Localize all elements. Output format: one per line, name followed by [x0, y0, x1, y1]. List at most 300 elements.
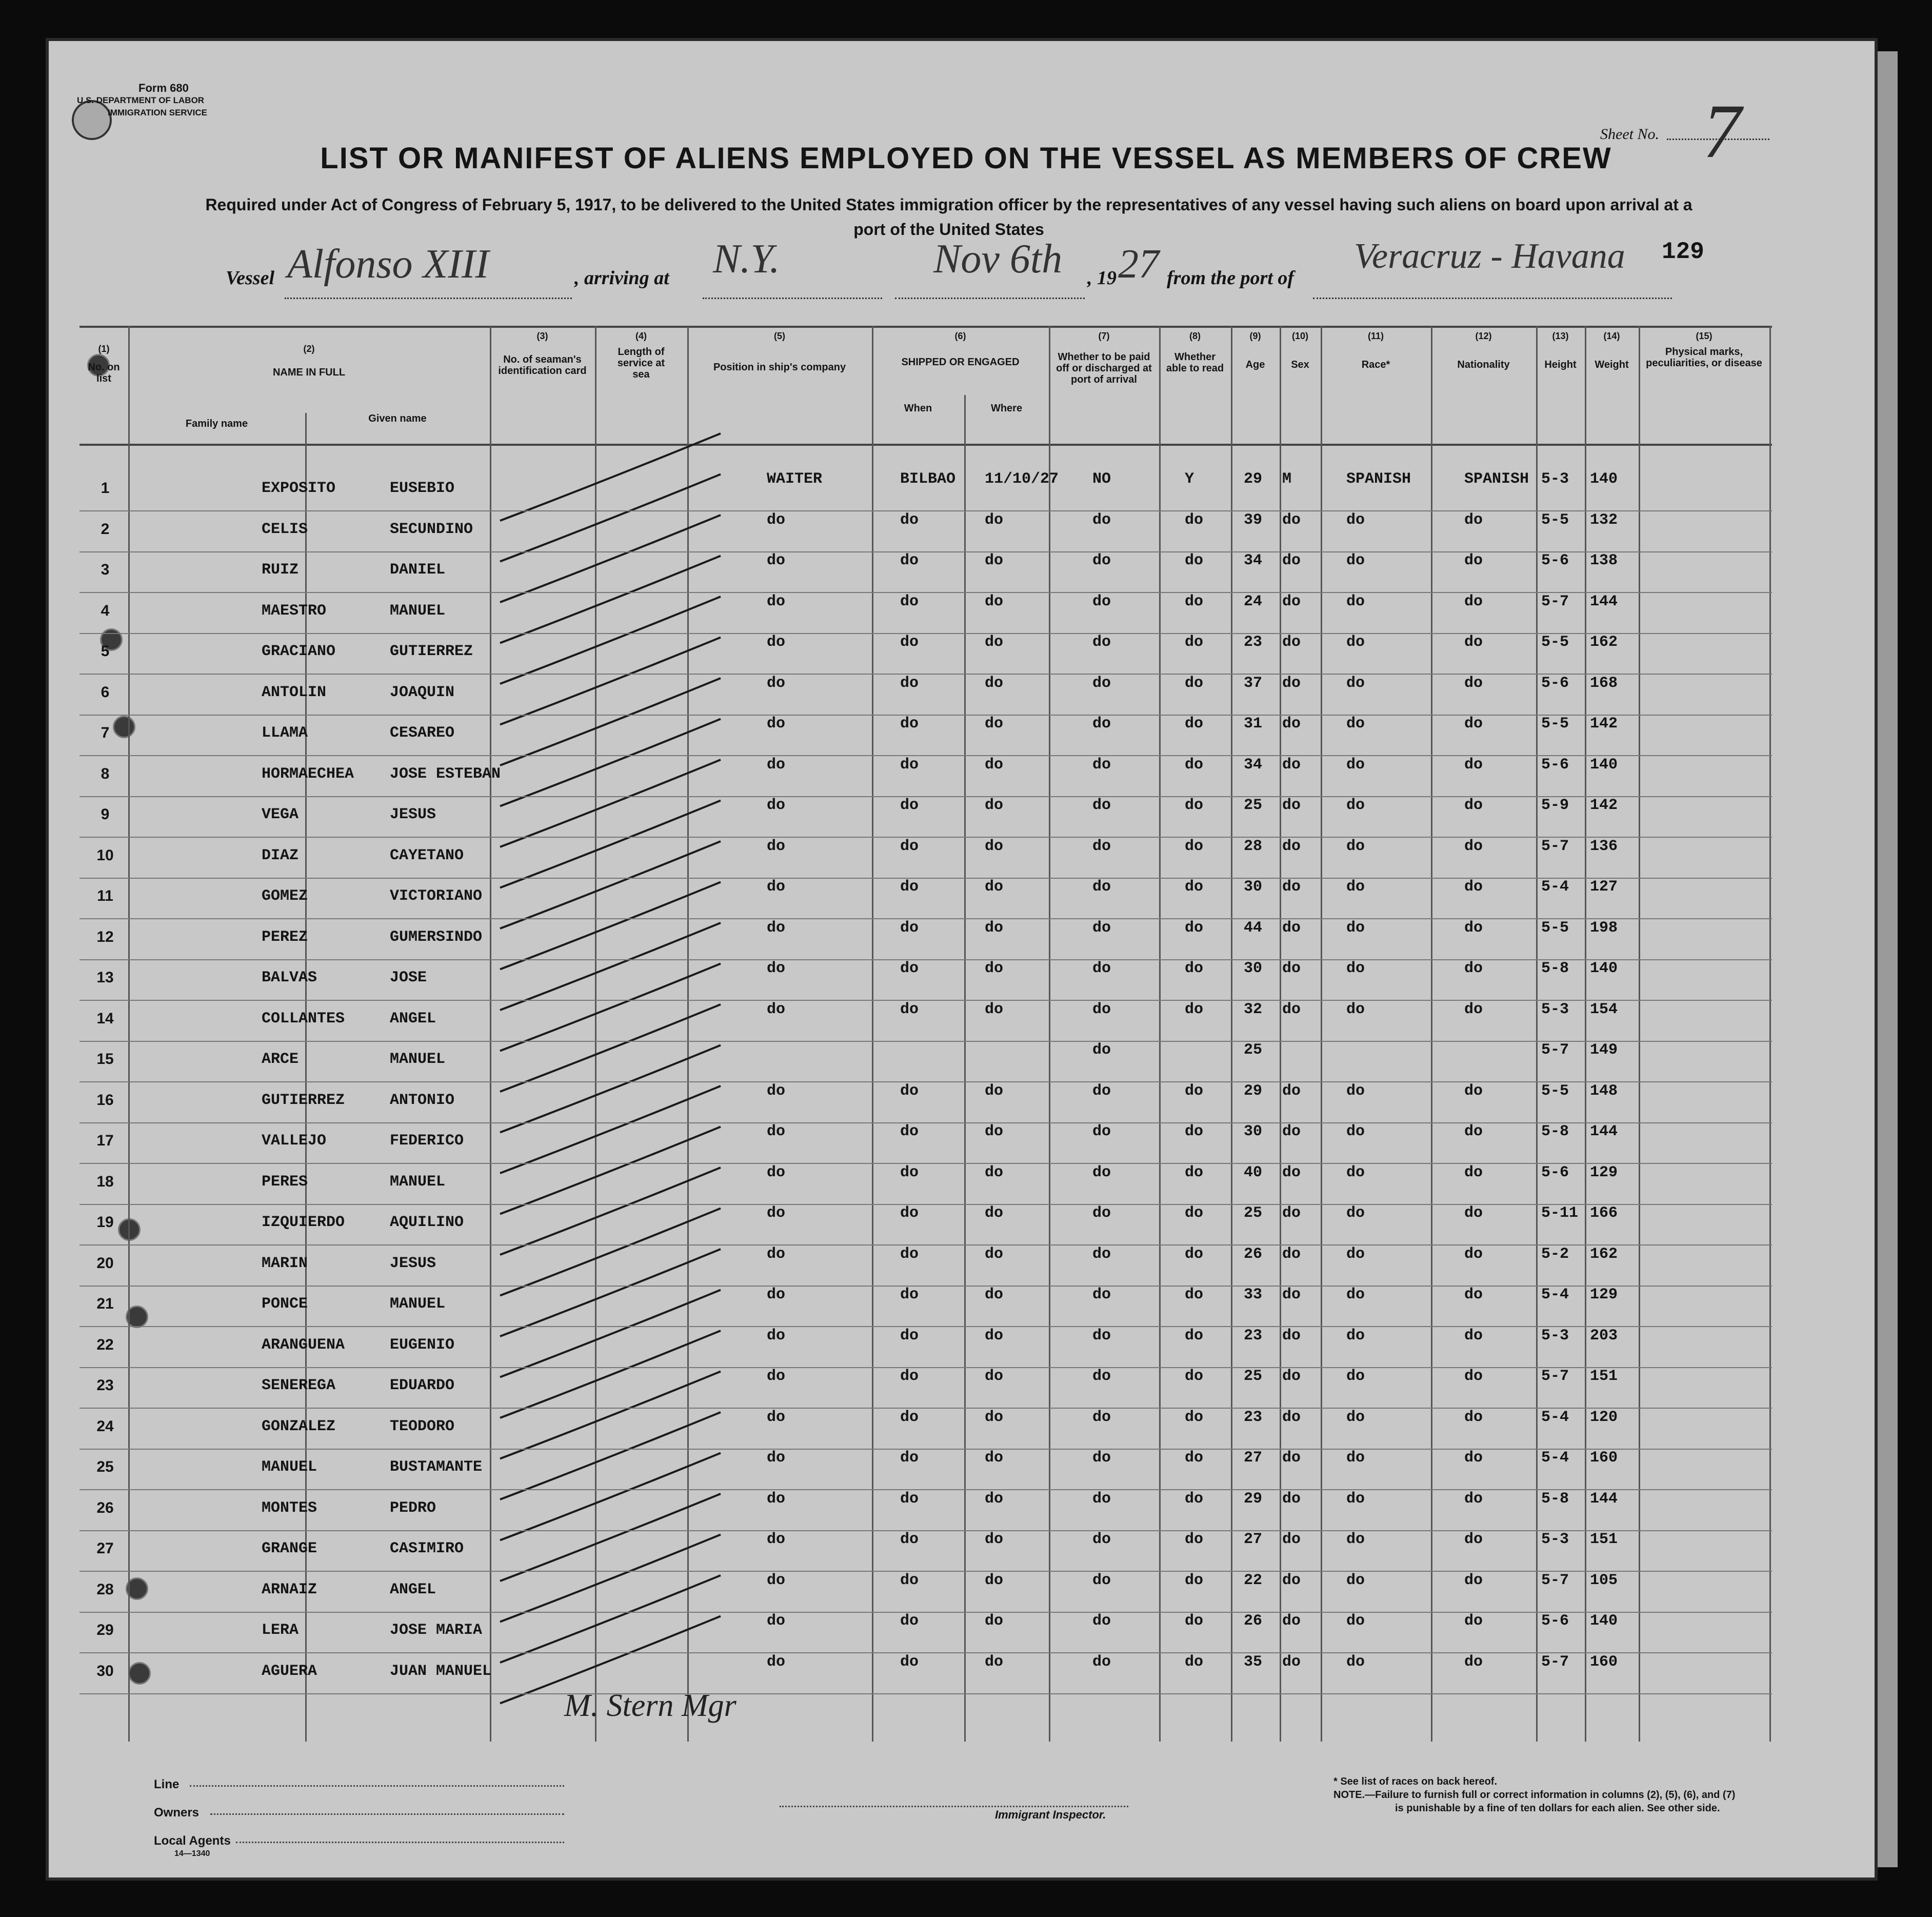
- row-number: 23: [96, 1377, 114, 1394]
- age-cell: 34: [1244, 552, 1263, 569]
- inspector-signature-line: [780, 1806, 1128, 1807]
- family-name-cell: HORMAECHEA: [262, 765, 354, 783]
- shipped-where-cell: do: [985, 1327, 1004, 1345]
- position-cell: do: [767, 715, 786, 733]
- family-name-cell: LERA: [262, 1622, 299, 1639]
- nationality-cell: do: [1464, 1408, 1483, 1426]
- col-divider: [1049, 326, 1050, 1742]
- shipped-when-cell: do: [900, 1082, 919, 1100]
- shipped-when-cell: do: [900, 1653, 919, 1671]
- card-pencil-stroke: [500, 1494, 721, 1581]
- header-given-name: Given name: [368, 413, 427, 424]
- nationality-cell: do: [1464, 1123, 1483, 1140]
- card-pencil-stroke: [500, 1127, 721, 1214]
- position-cell: do: [767, 1612, 786, 1630]
- shipped-when-cell: do: [900, 960, 919, 977]
- sex-cell: M: [1282, 470, 1292, 488]
- nationality-cell: do: [1464, 1000, 1483, 1018]
- given-name-cell: MANUEL: [390, 602, 446, 620]
- race-cell: do: [1346, 1368, 1365, 1385]
- paid-off-cell: do: [1092, 1408, 1111, 1426]
- position-cell: do: [767, 1204, 786, 1222]
- row-rule: [79, 1408, 1772, 1409]
- sex-cell: do: [1282, 1531, 1301, 1548]
- age-cell: 29: [1244, 1082, 1263, 1100]
- nationality-cell: do: [1464, 919, 1483, 937]
- note-penalty-cont: is punishable by a fine of ten dollars for each alien. See other side.: [1395, 1803, 1720, 1814]
- col-number-1: (1): [98, 344, 110, 354]
- family-name-cell: VEGA: [262, 806, 299, 823]
- row-number: 1: [101, 480, 110, 497]
- row-number: 24: [96, 1417, 114, 1435]
- sex-cell: do: [1282, 1490, 1301, 1508]
- nationality-cell: do: [1464, 1612, 1483, 1630]
- sex-cell: do: [1282, 960, 1301, 977]
- row-number: 12: [96, 928, 114, 945]
- inspector-label: Immigrant Inspector.: [995, 1808, 1106, 1821]
- col-divider: [964, 395, 966, 1742]
- height-cell: 5-5: [1541, 1082, 1569, 1100]
- age-cell: 25: [1244, 1204, 1263, 1222]
- shipped-where-cell: do: [985, 1490, 1004, 1508]
- able-to-read-cell: do: [1185, 1000, 1204, 1018]
- document-subtitle: [121, 192, 1777, 242]
- age-cell: 23: [1244, 634, 1263, 651]
- height-cell: 5-5: [1541, 511, 1569, 529]
- weight-cell: 144: [1590, 592, 1618, 610]
- shipped-where-cell: do: [985, 1571, 1004, 1589]
- given-name-cell: MANUEL: [390, 1173, 446, 1191]
- family-name-cell: GRANGE: [262, 1540, 317, 1557]
- age-cell: 30: [1244, 1123, 1263, 1140]
- row-number: 30: [96, 1662, 114, 1679]
- weight-cell: 105: [1590, 1571, 1618, 1589]
- shipped-when-cell: do: [900, 1245, 919, 1263]
- col-number-8: (8): [1189, 331, 1201, 341]
- card-pencil-stroke: [500, 515, 721, 602]
- race-cell: do: [1346, 715, 1365, 733]
- weight-cell: 129: [1590, 1286, 1618, 1303]
- nationality-cell: do: [1464, 1571, 1483, 1589]
- date-line: [895, 298, 1085, 299]
- given-name-cell: JESUS: [390, 806, 436, 823]
- weight-cell: 154: [1590, 1000, 1618, 1018]
- card-pencil-stroke: [500, 964, 721, 1051]
- vessel-line: [285, 298, 572, 299]
- header-shipped-engaged: SHIPPED OR ENGAGED: [901, 357, 1020, 368]
- row-number: 6: [101, 683, 110, 701]
- subtitle-line-1: Required under Act of Congress of February 5, 1917, to be delivered to the United States immigration officer by the representatives of any vessel having such aliens on board upon arrival at a: [205, 195, 1692, 214]
- able-to-read-cell: do: [1185, 1612, 1204, 1630]
- age-cell: 44: [1244, 919, 1263, 937]
- shipped-where-cell: do: [985, 878, 1004, 896]
- row-rule: [79, 1286, 1772, 1287]
- header-when: When: [904, 403, 932, 414]
- sex-cell: do: [1282, 592, 1301, 610]
- footer-form-code: 14—1340: [174, 1849, 210, 1858]
- row-number: 21: [96, 1295, 114, 1312]
- shipped-when-cell: do: [900, 1163, 919, 1181]
- col-number-2: (2): [303, 344, 315, 354]
- race-cell: do: [1346, 1571, 1365, 1589]
- sex-cell: do: [1282, 1612, 1301, 1630]
- age-cell: 29: [1244, 470, 1263, 488]
- row-number: 14: [96, 1010, 114, 1027]
- nationality-cell: do: [1464, 1286, 1483, 1303]
- shipped-where-cell: do: [985, 960, 1004, 977]
- position-cell: do: [767, 552, 786, 569]
- sex-cell: do: [1282, 1653, 1301, 1671]
- height-cell: 5-7: [1541, 1041, 1569, 1059]
- paid-off-cell: do: [1092, 715, 1111, 733]
- header-no-on-list: No. on list: [88, 362, 120, 384]
- race-cell: do: [1346, 756, 1365, 774]
- shipped-when-cell: do: [900, 634, 919, 651]
- able-to-read-cell: Y: [1185, 470, 1194, 488]
- card-pencil-stroke: [500, 1331, 721, 1418]
- shipped-where-cell: do: [985, 797, 1004, 814]
- shipped-where-cell: do: [985, 715, 1004, 733]
- nationality-cell: do: [1464, 837, 1483, 855]
- paid-off-cell: do: [1092, 1204, 1111, 1222]
- able-to-read-cell: do: [1185, 1408, 1204, 1426]
- shipped-when-cell: do: [900, 674, 919, 692]
- age-cell: 29: [1244, 1490, 1263, 1508]
- row-rule: [79, 755, 1772, 756]
- height-cell: 5-2: [1541, 1245, 1569, 1263]
- header-paid-off: Whether to be paid off or discharged at port of arrival: [1056, 351, 1152, 385]
- weight-cell: 160: [1590, 1449, 1618, 1467]
- given-name-cell: GUTIERREZ: [390, 643, 473, 660]
- year-label: , 19: [1087, 267, 1117, 289]
- weight-cell: 132: [1590, 511, 1618, 529]
- family-name-cell: MARIN: [262, 1254, 308, 1272]
- given-name-cell: JOSE MARIA: [390, 1622, 483, 1639]
- height-cell: 5-7: [1541, 592, 1569, 610]
- given-name-cell: GUMERSINDO: [390, 928, 483, 946]
- sheet-number-label: Sheet No.: [1600, 126, 1659, 143]
- shipped-when-cell: do: [900, 797, 919, 814]
- family-name-cell: SENEREGA: [262, 1377, 336, 1394]
- shipped-when-cell: do: [900, 1612, 919, 1630]
- weight-cell: 142: [1590, 797, 1618, 814]
- age-cell: 24: [1244, 592, 1263, 610]
- shipped-when-cell: do: [900, 1490, 919, 1508]
- row-rule: [79, 1652, 1772, 1653]
- header-bottom-border: [79, 444, 1772, 446]
- paid-off-cell: do: [1092, 1245, 1111, 1263]
- col-number-11: (11): [1367, 331, 1384, 341]
- race-cell: do: [1346, 797, 1365, 814]
- nationality-cell: do: [1464, 674, 1483, 692]
- footer-line-label: Line: [154, 1777, 180, 1791]
- sex-cell: do: [1282, 1327, 1301, 1345]
- row-number: 19: [96, 1214, 114, 1231]
- shipped-when-cell: do: [900, 837, 919, 855]
- age-cell: 25: [1244, 1041, 1263, 1059]
- given-name-cell: PEDRO: [390, 1499, 436, 1517]
- position-cell: do: [767, 1571, 786, 1589]
- race-cell: do: [1346, 1653, 1365, 1671]
- sex-cell: do: [1282, 634, 1301, 651]
- family-name-cell: PERES: [262, 1173, 308, 1191]
- col-divider: [1280, 326, 1281, 1742]
- row-rule: [79, 1041, 1772, 1042]
- footer-line-field: [190, 1785, 564, 1787]
- position-cell: do: [767, 878, 786, 896]
- position-cell: do: [767, 1368, 786, 1385]
- sex-cell: do: [1282, 797, 1301, 814]
- nationality-cell: do: [1464, 552, 1483, 569]
- family-name-cell: RUIZ: [262, 561, 299, 579]
- nationality-cell: do: [1464, 592, 1483, 610]
- header-nationality: Nationality: [1457, 359, 1510, 370]
- race-cell: do: [1346, 1408, 1365, 1426]
- race-cell: do: [1346, 1163, 1365, 1181]
- shipped-when-cell: do: [900, 552, 919, 569]
- row-rule: [79, 592, 1772, 593]
- nationality-cell: do: [1464, 1449, 1483, 1467]
- position-cell: do: [767, 1000, 786, 1018]
- nationality-cell: do: [1464, 634, 1483, 651]
- row-rule: [79, 1693, 1772, 1694]
- arriving-value: N.Y.: [713, 236, 780, 282]
- shipped-when-cell: do: [900, 1286, 919, 1303]
- col-divider: [1321, 326, 1322, 1742]
- card-pencil-stroke: [500, 1535, 721, 1622]
- height-cell: 5-8: [1541, 960, 1569, 977]
- height-cell: 5-11: [1541, 1204, 1579, 1222]
- paid-off-cell: do: [1092, 1571, 1111, 1589]
- row-rule: [79, 1530, 1772, 1531]
- row-number: 15: [96, 1051, 114, 1068]
- row-rule: [79, 551, 1772, 552]
- nationality-cell: do: [1464, 1653, 1483, 1671]
- row-number: 17: [96, 1132, 114, 1149]
- shipped-when-cell: do: [900, 756, 919, 774]
- nationality-cell: do: [1464, 756, 1483, 774]
- paid-off-cell: do: [1092, 1490, 1111, 1508]
- col-number-3: (3): [536, 331, 548, 341]
- weight-cell: 140: [1590, 756, 1618, 774]
- weight-cell: 138: [1590, 552, 1618, 569]
- col-divider: [1159, 326, 1161, 1742]
- shipped-when-cell: do: [900, 1204, 919, 1222]
- height-cell: 5-4: [1541, 1449, 1569, 1467]
- family-name-cell: CELIS: [262, 520, 308, 538]
- vessel-value: Alfonso XIII: [287, 242, 489, 287]
- document-title: LIST OR MANIFEST OF ALIENS EMPLOYED ON THE VESSEL AS MEMBERS OF CREW: [320, 142, 1612, 175]
- race-cell: do: [1346, 511, 1365, 529]
- height-cell: 5-7: [1541, 1368, 1569, 1385]
- footer-owners-label: Owners: [154, 1806, 200, 1820]
- given-name-cell: ANTONIO: [390, 1091, 455, 1109]
- height-cell: 5-4: [1541, 1286, 1569, 1303]
- position-cell: do: [767, 674, 786, 692]
- row-number: 25: [96, 1458, 114, 1475]
- given-name-cell: EUSEBIO: [390, 480, 455, 497]
- sex-cell: do: [1282, 511, 1301, 529]
- row-number: 2: [101, 520, 110, 538]
- identification-card-strokes: [480, 341, 736, 1675]
- row-number: 27: [96, 1540, 114, 1557]
- shipped-when-cell: do: [900, 1449, 919, 1467]
- given-name-cell: MANUEL: [390, 1051, 446, 1068]
- header-sex: Sex: [1291, 359, 1309, 370]
- sex-cell: do: [1282, 1000, 1301, 1018]
- family-name-cell: GRACIANO: [262, 643, 336, 660]
- paid-off-cell: do: [1092, 1123, 1111, 1140]
- col-number-13: (13): [1552, 331, 1569, 341]
- position-cell: do: [767, 756, 786, 774]
- family-name-cell: GONZALEZ: [262, 1417, 336, 1435]
- nationality-cell: SPANISH: [1464, 470, 1529, 488]
- age-cell: 32: [1244, 1000, 1263, 1018]
- height-cell: 5-5: [1541, 634, 1569, 651]
- height-cell: 5-3: [1541, 1000, 1569, 1018]
- family-name-cell: GOMEZ: [262, 887, 308, 905]
- card-pencil-stroke: [500, 433, 721, 521]
- able-to-read-cell: do: [1185, 1286, 1204, 1303]
- age-cell: 31: [1244, 715, 1263, 733]
- col-number-9: (9): [1249, 331, 1261, 341]
- weight-cell: 160: [1590, 1653, 1618, 1671]
- col-divider: [1231, 326, 1232, 1742]
- position-cell: do: [767, 797, 786, 814]
- able-to-read-cell: do: [1185, 1490, 1204, 1508]
- sex-cell: do: [1282, 715, 1301, 733]
- family-name-cell: MONTES: [262, 1499, 317, 1517]
- card-pencil-stroke: [500, 1004, 721, 1092]
- nationality-cell: do: [1464, 715, 1483, 733]
- shipped-when-cell: BILBAO: [900, 470, 956, 488]
- paid-off-cell: do: [1092, 1612, 1111, 1630]
- paid-off-cell: do: [1092, 1653, 1111, 1671]
- given-name-cell: VICTORIANO: [390, 887, 483, 905]
- race-cell: do: [1346, 878, 1365, 896]
- shipped-where-cell: do: [985, 1000, 1004, 1018]
- card-pencil-stroke: [500, 1086, 721, 1173]
- sex-cell: do: [1282, 1245, 1301, 1263]
- position-cell: do: [767, 1531, 786, 1548]
- given-name-cell: SECUNDINO: [390, 520, 473, 538]
- race-cell: do: [1346, 837, 1365, 855]
- nationality-cell: do: [1464, 960, 1483, 977]
- row-rule: [79, 796, 1772, 797]
- form-number: Form 680: [138, 82, 189, 94]
- height-cell: 5-4: [1541, 878, 1569, 896]
- row-number: 13: [96, 969, 114, 986]
- card-pencil-stroke: [500, 678, 721, 765]
- height-cell: 5-3: [1541, 470, 1569, 488]
- row-number: 11: [97, 887, 113, 904]
- header-able-to-read: Whether able to read: [1166, 351, 1224, 374]
- height-cell: 5-6: [1541, 552, 1569, 569]
- col-divider: [1639, 326, 1640, 1742]
- nationality-cell: do: [1464, 797, 1483, 814]
- header-name-in-full: NAME IN FULL: [272, 367, 346, 378]
- nationality-cell: do: [1464, 511, 1483, 529]
- weight-cell: 140: [1590, 470, 1618, 488]
- height-cell: 5-6: [1541, 756, 1569, 774]
- sex-cell: do: [1282, 552, 1301, 569]
- given-name-cell: ANGEL: [390, 1010, 436, 1027]
- shipped-where-cell: do: [985, 1531, 1004, 1548]
- position-cell: do: [767, 1245, 786, 1263]
- height-cell: 5-5: [1541, 715, 1569, 733]
- age-cell: 37: [1244, 674, 1263, 692]
- able-to-read-cell: do: [1185, 634, 1204, 651]
- race-cell: do: [1346, 1123, 1365, 1140]
- col-divider: [128, 326, 130, 1742]
- row-rule: [79, 633, 1772, 634]
- col-divider: [1431, 326, 1432, 1742]
- shipped-when-cell: do: [900, 1327, 919, 1345]
- family-name-cell: COLLANTES: [262, 1010, 345, 1027]
- port-value: Veracruz - Havana: [1354, 236, 1625, 276]
- sex-cell: do: [1282, 1368, 1301, 1385]
- height-cell: 5-7: [1541, 1571, 1569, 1589]
- shipped-where-cell: do: [985, 634, 1004, 651]
- paid-off-cell: do: [1092, 1327, 1111, 1345]
- paid-off-cell: do: [1092, 511, 1111, 529]
- weight-cell: 168: [1590, 674, 1618, 692]
- row-number: 7: [101, 724, 110, 741]
- sex-cell: do: [1282, 837, 1301, 855]
- able-to-read-cell: do: [1185, 878, 1204, 896]
- height-cell: 5-8: [1541, 1490, 1569, 1508]
- given-name-cell: DANIEL: [390, 561, 446, 579]
- position-cell: do: [767, 1490, 786, 1508]
- given-name-cell: EDUARDO: [390, 1377, 455, 1394]
- sex-cell: do: [1282, 1286, 1301, 1303]
- nationality-cell: do: [1464, 1245, 1483, 1263]
- given-name-cell: CESAREO: [390, 724, 455, 742]
- shipped-where-cell: 11/10/27: [985, 470, 1059, 488]
- age-cell: 39: [1244, 511, 1263, 529]
- paid-off-cell: do: [1092, 756, 1111, 774]
- able-to-read-cell: do: [1185, 756, 1204, 774]
- family-name-cell: LLAMA: [262, 724, 308, 742]
- height-cell: 5-3: [1541, 1531, 1569, 1548]
- height-cell: 5-4: [1541, 1408, 1569, 1426]
- able-to-read-cell: do: [1185, 1327, 1204, 1345]
- row-rule: [79, 1449, 1772, 1450]
- row-number: 29: [96, 1622, 114, 1638]
- sex-cell: do: [1282, 1449, 1301, 1467]
- vessel-label: Vessel: [226, 267, 274, 289]
- family-name-cell: ARANGUENA: [262, 1336, 345, 1354]
- given-name-cell: JOAQUIN: [390, 683, 455, 701]
- footer-agents-field: [236, 1842, 564, 1843]
- row-rule: [79, 674, 1772, 675]
- height-cell: 5-7: [1541, 1653, 1569, 1671]
- given-name-cell: EUGENIO: [390, 1336, 455, 1354]
- shipped-where-cell: do: [985, 1245, 1004, 1263]
- row-rule: [79, 878, 1772, 879]
- age-cell: 23: [1244, 1408, 1263, 1426]
- weight-cell: 162: [1590, 1245, 1618, 1263]
- sex-cell: do: [1282, 674, 1301, 692]
- shipped-where-cell: do: [985, 1368, 1004, 1385]
- weight-cell: 198: [1590, 919, 1618, 937]
- race-cell: do: [1346, 552, 1365, 569]
- port-line: [1313, 298, 1672, 299]
- given-name-cell: TEODORO: [390, 1417, 455, 1435]
- shipped-where-cell: do: [985, 1286, 1004, 1303]
- card-pencil-stroke: [500, 801, 721, 888]
- shipped-where-cell: do: [985, 1163, 1004, 1181]
